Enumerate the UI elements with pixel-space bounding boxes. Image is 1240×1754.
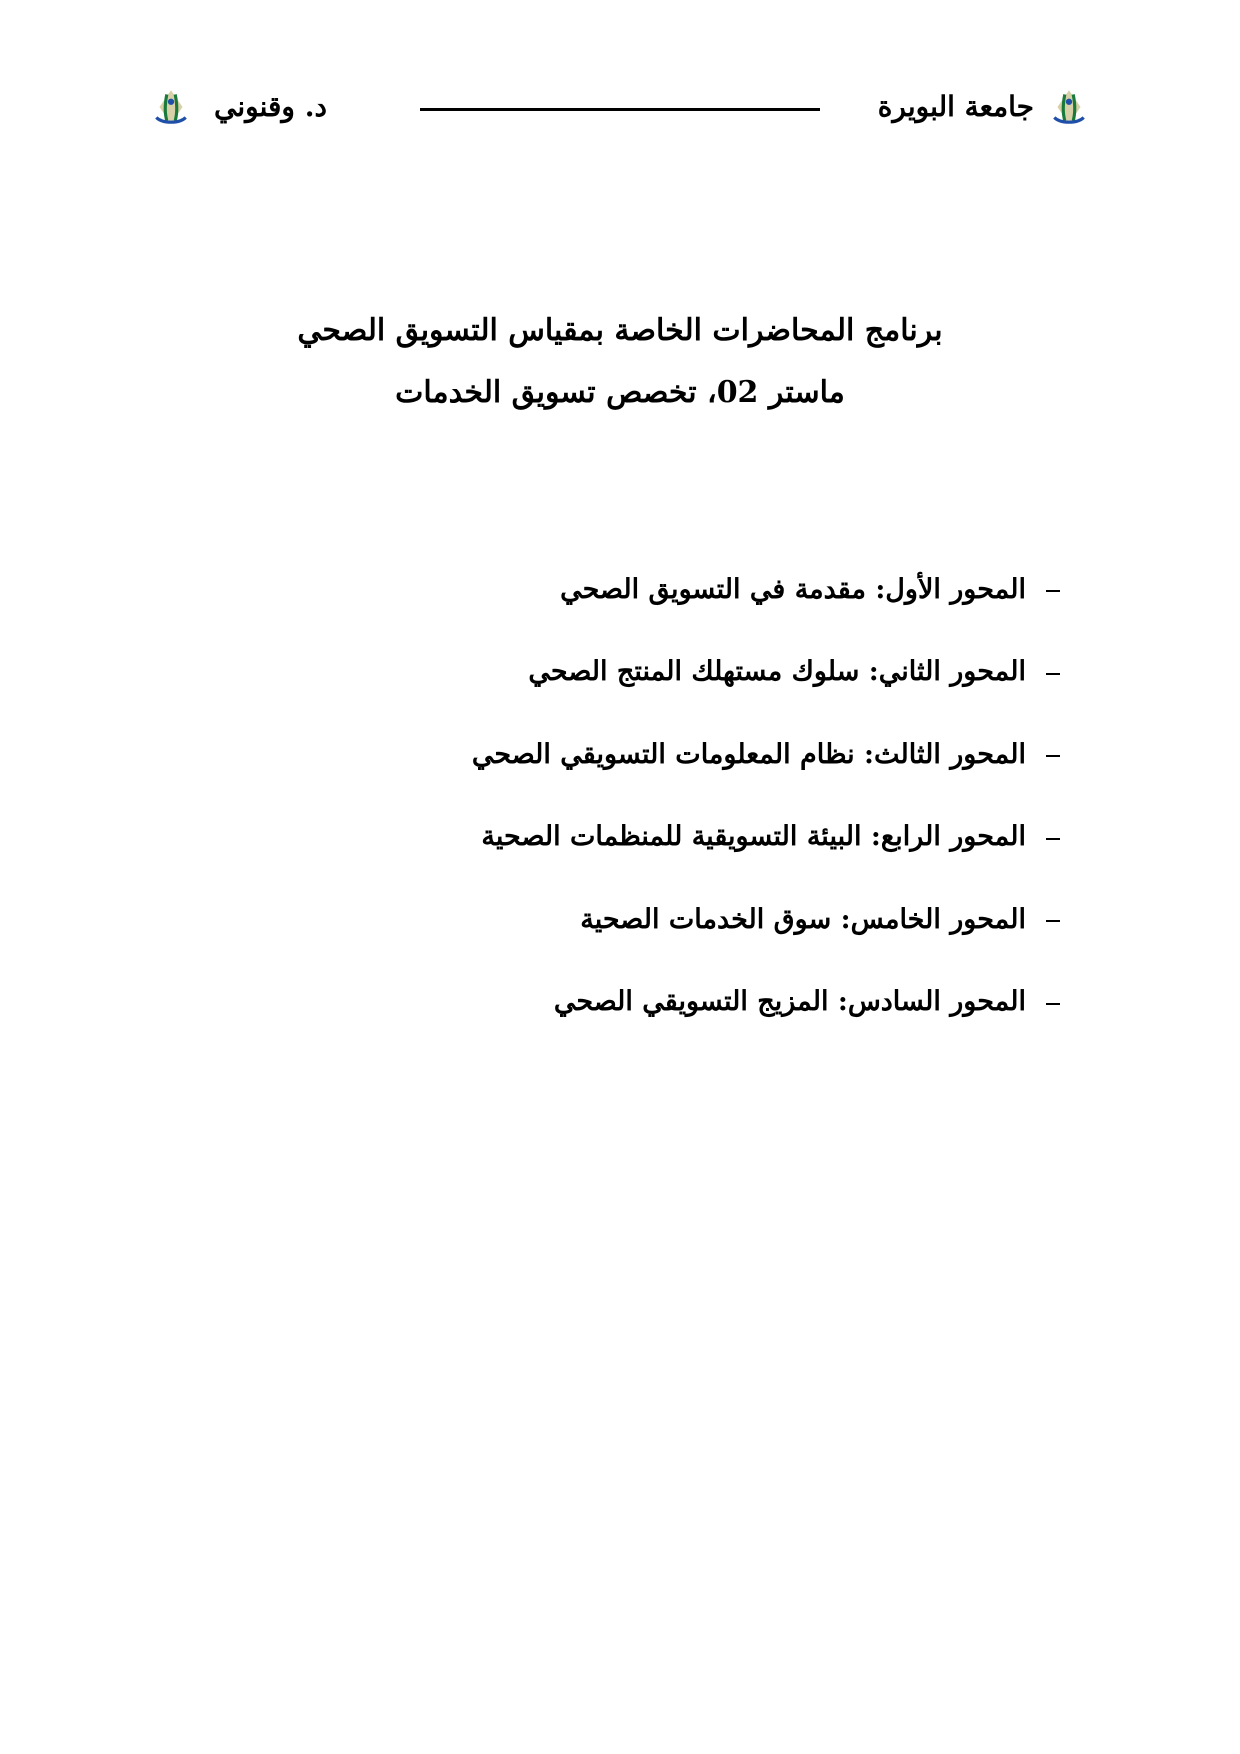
author-name: د. وقنوني <box>214 90 327 123</box>
axis-label: المحور الثاني: سلوك مستهلك المنتج الصحي <box>528 656 1026 688</box>
university-name: جامعة البويرة <box>877 90 1034 123</box>
list-item <box>300 631 1060 714</box>
dash-bullet-icon <box>1046 838 1060 840</box>
axes-list <box>300 548 1060 1043</box>
list-item <box>300 548 1060 631</box>
list-item <box>300 796 1060 879</box>
dash-bullet-icon <box>1046 590 1060 592</box>
list-item <box>300 961 1060 1044</box>
axis-label: المحور الرابع: البيئة التسويقية للمنظمات الصحية <box>481 821 1026 853</box>
dash-bullet-icon <box>1046 673 1060 675</box>
title-line-2: ماستر 02، تخصص تسويق الخدمات <box>395 375 845 410</box>
header-university <box>878 86 1090 128</box>
axis-label: المحور الأول: مقدمة في التسويق الصحي <box>560 573 1026 605</box>
dash-bullet-icon <box>1046 920 1060 922</box>
document-title <box>0 300 1240 424</box>
header-author <box>150 86 327 128</box>
university-emblem-icon <box>150 86 192 128</box>
list-item <box>300 878 1060 961</box>
page-header <box>150 78 1090 138</box>
axis-label: المحور الخامس: سوق الخدمات الصحية <box>580 903 1026 935</box>
university-emblem-icon <box>1048 86 1090 128</box>
header-rule <box>420 108 820 111</box>
axis-label: المحور الثالث: نظام المعلومات التسويقي الصحي <box>471 738 1026 770</box>
dash-bullet-icon <box>1046 1003 1060 1005</box>
title-line-1: برنامج المحاضرات الخاصة بمقياس التسويق الصحي <box>297 313 943 348</box>
axis-label: المحور السادس: المزيج التسويقي الصحي <box>553 986 1026 1018</box>
dash-bullet-icon <box>1046 755 1060 757</box>
list-item <box>300 713 1060 796</box>
